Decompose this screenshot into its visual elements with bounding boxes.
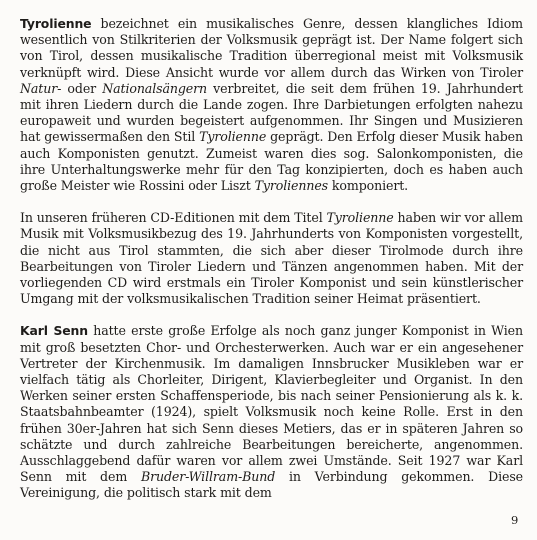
lead-term-karl-senn: Karl Senn xyxy=(20,323,88,339)
paragraph-text: verbreitet, die seit dem frühen 19. Jahrhundert mit ihren Liedern durch die Lande zogen. Ihre Darbietungen erfolgten nahezu europaweit und wurden begeistert aufgenommen. Ihr Singen und Musizieren hat gewissermaßen den Stil xyxy=(20,80,524,145)
paragraph-cd-editions xyxy=(20,210,523,307)
paragraph-karl-senn xyxy=(20,323,523,501)
lead-term-tyrolienne: Tyrolienne xyxy=(20,16,92,31)
paragraph-tyrolienne xyxy=(20,16,523,194)
document-body xyxy=(20,16,523,518)
paragraph-text: In unseren früheren CD-Editionen mit dem Titel xyxy=(20,210,327,226)
italic-term: Natur- xyxy=(20,80,62,96)
italic-term: Nationalsängern xyxy=(102,80,207,96)
italic-term: Tyrolienne xyxy=(326,210,394,226)
paragraph-text: geprägt. Den Erfolg dieser Musik haben auch Komponisten genutzt. Zumeist waren dies sog. Salonkomponisten, die ihre Unterhaltungswerke mehr für den Tag konzipierten, doch es haben auch große Meister wie Rossini oder Liszt xyxy=(20,129,523,194)
paragraph-text: bezeichnet ein musikalisches Genre, dessen klangliches Idiom wesentlich von Stilkriterien der Volksmusik geprägt ist. Der Name folgert sich von Tirol, dessen musikalische Tradition überregional meist mit Volksmusik verknüpft wird. Diese Ansicht wurde vor allem durch das Wirken von Tiroler xyxy=(20,16,523,80)
page-number: 9 xyxy=(511,513,519,527)
paragraph-text: komponiert. xyxy=(328,178,409,194)
italic-term: Tyrolienne xyxy=(199,129,267,145)
italic-term: Bruder-Willram-Bund xyxy=(140,469,276,485)
paragraph-text: in Verbindung gekommen. Diese Vereinigung, die politisch stark mit dem xyxy=(20,469,523,501)
italic-term: Tyroliennes xyxy=(254,178,329,194)
paragraph-text: oder xyxy=(61,80,103,96)
paragraph-text: hatte erste große Erfolge als noch ganz junger Komponist in Wien mit groß besetzten Chor- und Orchesterwerken. Auch war er ein angesehener Vertreter der Kirchenmusik. Im damaligen Innsbrucker Musikleben war er vielfach tätig als Chorleiter, Dirigent, Klavierbegleiter und Organist. In den Werken seiner ersten Schaffensperiode, bis nach seiner Pensionierung als k. k. Staatsbahnbeamter (1924), spielt Volksmusik noch keine Rolle. Erst in den frühen 30er-Jahren hat sich Senn dieses Metiers, das er in späteren Jahren so schätzte und durch zahlreiche Bearbeitungen bereicherte, angenommen. Ausschlaggebend dafür waren vor allem zwei Umstände. Seit 1927 war Karl Senn mit dem xyxy=(20,323,523,485)
paragraph-text: haben wir vor allem Musik mit Volksmusikbezug des 19. Jahrhunderts von Komponisten vorgestellt, die nicht aus Tirol stammten, die sich aber dieser Tirolmode durch ihre Bearbeitungen von Tiroler Liedern und Tänzen angenommen haben. Mit der vorliegenden CD wird erstmals ein Tiroler Komponist und sein künstlerischer Umgang mit der volksmusikalischen Tradition seiner Heimat präsentiert. xyxy=(20,210,523,307)
